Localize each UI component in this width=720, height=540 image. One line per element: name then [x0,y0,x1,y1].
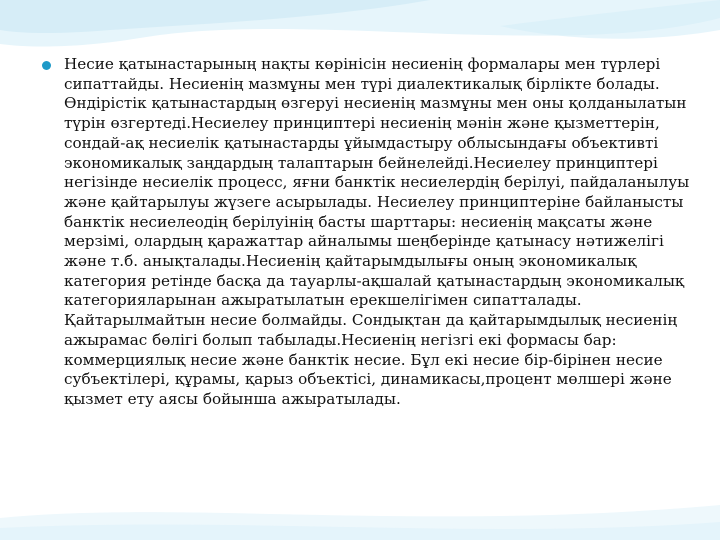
bullet-dot-icon [42,61,51,70]
bullet-text: Несие қатынастарының нақты көрінісін несиенің формалары мен түрлері сипаттайды. Несиенің мазмұны мен түрі диалектикалық бірлікте болады. Өндірістік қатынастардың өзгеруі несиенің мазмұны мен оны қолданылатын түрін өзгертеді.Несиелеу принциптері несиенің мәнін және қызметтерін, сондай-ақ несиелік қатынастарды ұйымдастыру облысындағы объективті экономикалық заңдардың талаптарын бейнелейді.Несиелеу принциптері негізінде несиелік процесс, яғни банктік несиелердің берілуі, пайдаланылуы және қайтарылуы жүзеге асырылады. Несиелеу принциптеріне байланысты банктік несиелеодің берілуінің басты шарттары: несиенің мақсаты және мерзімі, олардың қаражаттар айналымы шеңберінде қатынасу нәтижелігі және т.б. анықталады.Несиенің қайтарымдылығы оның экономикалық категория ретінде басқа да тауарлы-ақшалай қатынастардың экономикалық категорияларынан ажыратылатын ерекшелігімен сипатталады. Қайтарылмайтын несие болмайды. Сондықтан да қайтарымдылық несиенің ажырамас бөлігі болып табылады.Несиенің негізгі екі формасы бар: коммерциялық несие және банктік несие. Бұл екі несие бір-бірінен несие субъектілері, құрамы, қарыз объектісі, динамикасы,процент мөлшері және қызмет ету аясы бойынша ажыратылады. [64,55,690,408]
content-area [40,55,690,410]
bullet-item [40,55,690,410]
